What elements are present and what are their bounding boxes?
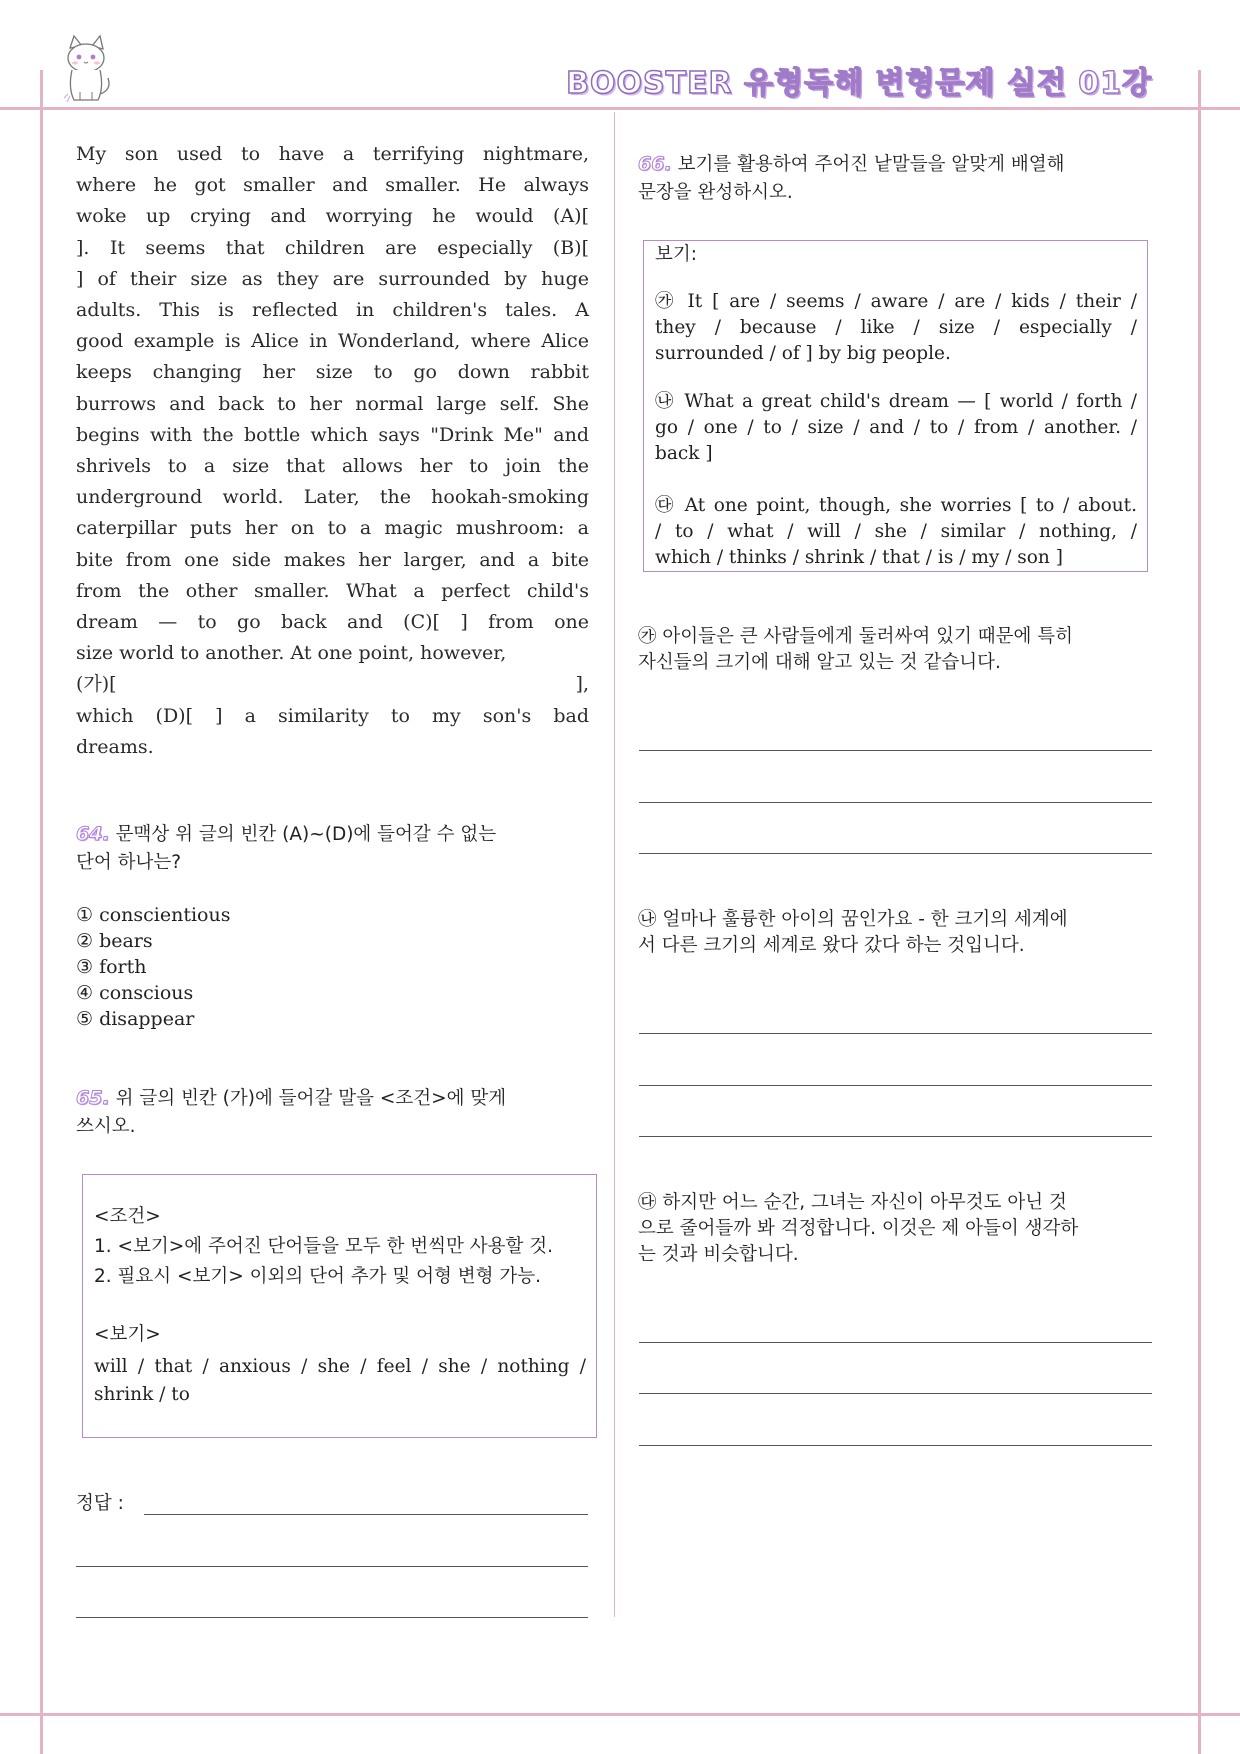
passage-line: ] of their size as they are surrounded by huge [76,267,589,290]
passage-line: woke up crying and worrying he would (A)[ [76,205,589,228]
header-rule [0,107,1240,110]
option-1[interactable]: ① conscientious [76,904,231,926]
korean-prompt-c-line1: ㉰ 하지만 어느 순간, 그녀는 자신이 아무것도 아닌 것 [638,1192,1067,1213]
question-64-options [76,902,230,1032]
answer-line-b-3[interactable] [639,1136,1152,1137]
conditions-box [82,1174,597,1438]
bogi-item-b [655,389,1137,467]
option-4[interactable]: ④ conscious [76,982,194,1004]
bogi-box [643,240,1148,572]
bogi-title: <보기> [94,1324,161,1345]
bogi-box-title: 보기: [655,244,697,265]
question-65-prompt-line1: 위 글의 빈칸 (가)에 들어갈 말을 <조건>에 맞게 [115,1088,507,1109]
passage-line: size world to another. At one point, however, [76,642,507,665]
option-5[interactable]: ⑤ disappear [76,1008,195,1030]
answer-line-1[interactable] [144,1514,588,1515]
question-66 [638,150,1158,207]
answer-line-c-3[interactable] [639,1445,1152,1446]
question-64 [76,820,596,877]
answer-line-a-3[interactable] [639,853,1152,854]
bogi-words-line2: shrink / to [94,1384,190,1405]
title-rest: 유형독해 변형문제 실전 01강 [744,66,1152,101]
bogi-item-c [655,493,1137,571]
bogi-line: / to / what / will / she / similar / nothing, / [655,521,1137,542]
passage-line: good example is Alice in Wonderland, where Alice [76,330,589,353]
conditions-title: <조건> [94,1206,161,1227]
column-divider [614,112,615,1617]
korean-prompt-b [638,907,1152,959]
answer-line-b-1[interactable] [639,1033,1152,1034]
page-title [566,58,1152,102]
question-66-number: 66. [638,153,672,175]
korean-prompt-c-line2: 으로 줄어들까 봐 걱정합니다. 이것은 제 아들이 생각하 [638,1218,1079,1239]
question-66-prompt-line1: 보기를 활용하여 주어진 낱말들을 알맞게 배열해 [677,154,1065,175]
left-margin-rule [40,70,43,1754]
bogi-line: back ] [655,443,713,464]
question-64-prompt-line2: 단어 하나는? [76,852,182,873]
answer-line-c-1[interactable] [639,1342,1152,1343]
answer-line-a-1[interactable] [639,750,1152,751]
question-66-prompt-line2: 문장을 완성하시오. [638,182,793,203]
korean-prompt-b-line2: 서 다른 크기의 세계로 왔다 갔다 하는 것입니다. [638,935,1025,956]
passage-line: from the other smaller. What a perfect child's [76,579,589,602]
passage-line: burrows and back to her normal large self. She [76,392,589,415]
bogi-line: ㉯ What a great child's dream — [ world / forth / [655,391,1137,412]
answer-line-2[interactable] [76,1566,588,1567]
korean-prompt-b-line1: ㉯ 얼마나 훌륭한 아이의 꿈인가요 - 한 크기의 세계에 [638,909,1068,930]
bogi-item-a [655,289,1137,367]
bogi-line: ㉮ It [ are / seems / aware / are / kids / their / [655,291,1137,312]
korean-prompt-c [638,1190,1152,1268]
question-64-number: 64. [76,823,110,845]
korean-prompt-a [638,624,1152,676]
answer-line-a-2[interactable] [639,802,1152,803]
condition-1: 1. <보기>에 주어진 단어들을 모두 한 번씩만 사용할 것. [94,1236,554,1257]
condition-2: 2. 필요시 <보기> 이외의 단어 추가 및 어형 변형 가능. [94,1266,542,1287]
answer-line-b-2[interactable] [639,1085,1152,1086]
passage-line: ]. It seems that children are especially (B)[ [76,236,589,259]
passage-line: adults. This is reflected in children's tales. A [76,299,589,322]
answer-label: 정답 : [76,1493,124,1514]
question-65-prompt-line2: 쓰시오. [76,1116,136,1137]
passage-line: dreams. [76,735,154,758]
passage-line: keeps changing her size to go down rabbit [76,361,589,384]
passage-line: dream — to go back and (C)[ ] from one [76,611,589,634]
passage-line: (가)[ ], [76,673,589,696]
question-64-prompt-line1: 문맥상 위 글의 빈칸 (A)~(D)에 들어갈 수 없는 [115,824,497,845]
reading-passage [76,139,589,763]
question-65 [76,1084,596,1141]
title-booster: BOOSTER [566,66,733,101]
footer-rule [0,1713,1240,1716]
korean-prompt-a-line2: 자신들의 크기에 대해 알고 있는 것 같습니다. [638,652,1001,673]
bogi-line: ㉰ At one point, though, she worries [ to / about. [655,495,1137,516]
korean-prompt-c-line3: 는 것과 비슷합니다. [638,1244,799,1265]
answer-line-c-2[interactable] [639,1393,1152,1394]
right-margin-rule [1198,70,1201,1754]
answer-line-3[interactable] [76,1617,588,1618]
bogi-line: which / thinks / shrink / that / is / my / son ] [655,547,1063,568]
option-3[interactable]: ③ forth [76,956,147,978]
bogi-line: surrounded / of ] by big people. [655,343,951,364]
passage-line: caterpillar puts her on to a magic mushroom: a [76,517,589,540]
korean-prompt-a-line1: ㉮ 아이들은 큰 사람들에게 둘러싸여 있기 때문에 특히 [638,626,1073,647]
passage-line: My son used to have a terrifying nightmare, [76,143,589,165]
question-65-number: 65. [76,1087,110,1109]
passage-line: where he got smaller and smaller. He always [76,174,589,197]
bogi-line: they / because / like / size / especially / [655,317,1137,338]
passage-line: begins with the bottle which says "Drink Me" and [76,423,589,446]
passage-line: shrivels to a size that allows her to join the [76,455,589,478]
option-2[interactable]: ② bears [76,930,153,952]
bogi-line: go / one / to / size / and / to / from / another. / [655,417,1137,438]
passage-line: underground world. Later, the hookah-smoking [76,486,589,509]
cat-logo-icon [58,34,114,106]
bogi-words-line1: will / that / anxious / she / feel / she / nothing / [94,1356,586,1377]
passage-line: bite from one side makes her larger, and a bite [76,548,589,571]
passage-line: which (D)[ ] a similarity to my son's bad [76,704,589,727]
